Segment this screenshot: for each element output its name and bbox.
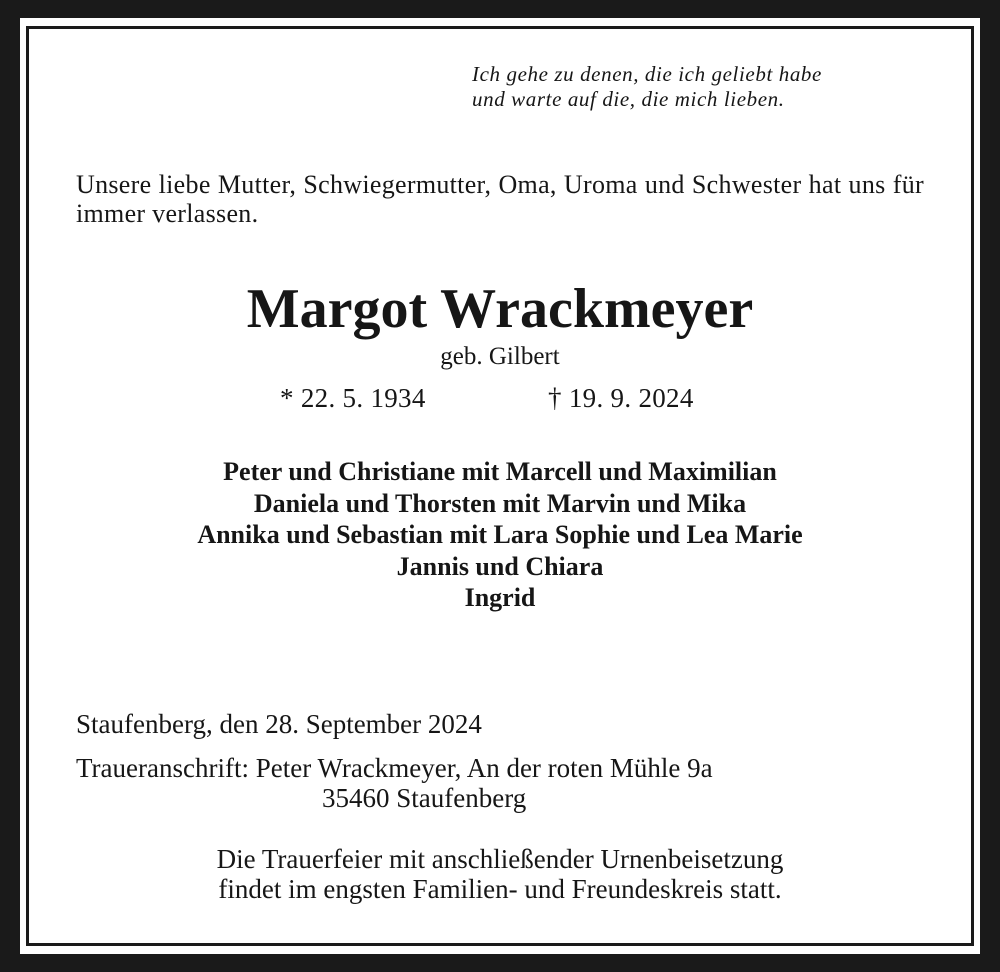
mourning-address-line-1: Traueranschrift: Peter Wrackmeyer, An der roten Mühle 9a — [76, 753, 713, 783]
mourning-address-line-2: 35460 Staufenberg — [322, 783, 527, 813]
motto-line-2: und warte auf die, die mich lieben. — [472, 87, 785, 111]
intro-text: Unsere liebe Mutter, Schwiegermutter, Oma, Uroma und Schwester hat uns für immer verlassen. — [76, 170, 924, 228]
place-and-date: Staufenberg, den 28. September 2024 — [76, 709, 482, 739]
mourner-line: Daniela und Thorsten mit Marvin und Mika — [253, 488, 747, 518]
mourner-line: Annika und Sebastian mit Lara Sophie und Lea Marie — [197, 520, 803, 549]
birth-date: * 22. 5. 1934 — [280, 383, 426, 413]
motto-line-1: Ich gehe zu denen, die ich geliebt habe — [472, 62, 822, 86]
mourner-line: Jannis und Chiara — [396, 551, 604, 581]
motto-quote — [472, 62, 932, 112]
ceremony-notice — [0, 844, 1000, 904]
deceased-name: Margot Wrackmeyer — [246, 278, 754, 340]
ceremony-line-2: findet im engsten Familien- und Freundeskreis statt. — [218, 874, 782, 904]
maiden-name: geb. Gilbert — [440, 343, 560, 370]
ceremony-line-1: Die Trauerfeier mit anschließender Urnenbeisetzung — [216, 844, 784, 874]
mourners-list — [0, 456, 1000, 614]
mourner-line: Ingrid — [464, 583, 536, 612]
death-date: † 19. 9. 2024 — [548, 383, 694, 413]
mourner-line: Peter und Christiane mit Marcell und Maximilian — [223, 457, 777, 486]
